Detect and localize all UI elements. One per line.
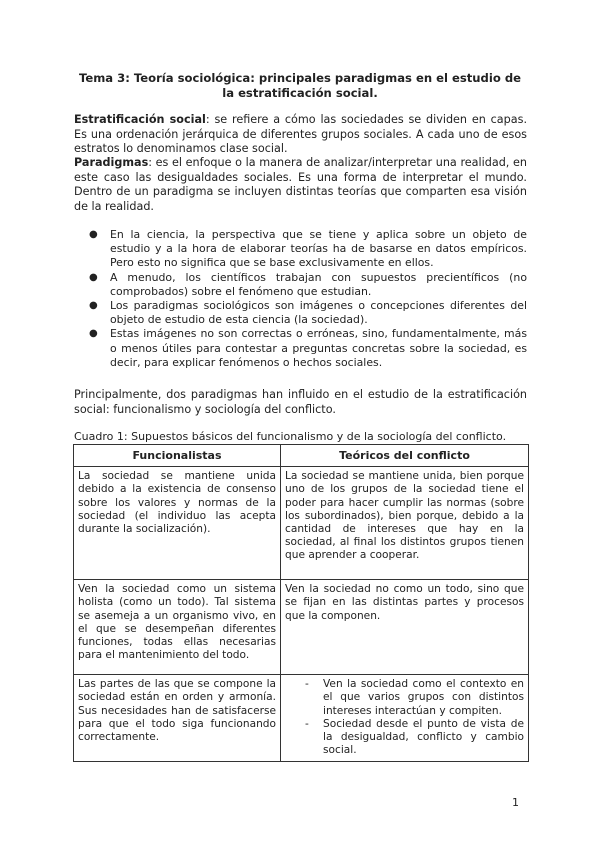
comparison-table [73, 444, 529, 762]
list-item: - Ven la sociedad como el contexto en el que varios grupos con distintos intereses interactúan y compiten. [305, 678, 524, 717]
bullet-item: ● Estas imágenes no son correctas o erróneas, sino, fundamentalmente, más o menos útiles para contestar a preguntas concretas sobre la sociedad, es decir, para explicar fenómenos o hechos sociales. [89, 327, 527, 369]
table-row [74, 675, 529, 762]
definition-term: Paradigmas [74, 156, 149, 169]
table-cell: Las partes de las que se compone la sociedad están en orden y armonía. Sus necesidades han de satisfacerse para que el todo siga funcionando correctamente. [74, 675, 281, 762]
list-item: - Sociedad desde el punto de vista de la desigualdad, conflicto y cambio social. [305, 717, 524, 757]
dash-list [285, 678, 524, 757]
intro-paragraph: Principalmente, dos paradigmas han influido en el estudio de la estratificación social: funcionalismo y sociología del conflicto. [74, 388, 527, 416]
table-cell: La sociedad se mantiene unida, bien porque uno de los grupos de la sociedad tiene el poder para hacer cumplir las normas (sobre los subordinados), bien porque, debido a la cantidad de intereses que hay en la sociedad, al final los distintos grupos tienen que aprender a cooperar. [281, 467, 529, 580]
bullet-icon: ● [89, 271, 98, 283]
table-header-row [74, 445, 529, 467]
table-cell: Ven la sociedad no como un todo, sino que se fijan en las distintas partes y procesos que la componen. [281, 580, 529, 675]
header-funcionalistas: Funcionalistas [74, 445, 281, 467]
definition-estratificacion [74, 113, 527, 157]
bullet-icon: ● [89, 328, 98, 340]
table-cell: La sociedad se mantiene unida debido a la existencia de consenso sobre los valores y normas de la sociedad (el individuo las acepta durante la socialización). [74, 467, 281, 580]
bullet-icon: ● [89, 300, 98, 312]
definition-paradigmas [74, 156, 527, 214]
table-cell [281, 675, 529, 762]
definition-term: Estratificación social [74, 113, 206, 126]
table-caption: Cuadro 1: Supuestos básicos del funcionalismo y de la sociología del conflicto. [74, 430, 507, 443]
page-number: 1 [512, 796, 519, 809]
header-conflicto: Teóricos del conflicto [281, 445, 529, 467]
definition-text: : es el enfoque o la manera de analizar/interpretar una realidad, en este caso las desigualdades sociales. Es una forma de interpretar el mundo. Dentro de un paradigma se incluyen distintas teorías que comparten esa visión de la realidad. [74, 156, 527, 213]
table-row [74, 467, 529, 580]
bullet-list [74, 228, 527, 370]
bullet-icon: ● [89, 229, 98, 240]
bullet-item: ● Los paradigmas sociológicos son imágenes o concepciones diferentes del objeto de estudio de esta ciencia (la sociedad). [89, 299, 527, 327]
table-row [74, 580, 529, 675]
definition-text: : se refiere a cómo las sociedades se dividen en capas. Es una ordenación jerárquica de diferentes grupos sociales. A cada uno de esos estratos lo denominamos clase social. [74, 113, 527, 155]
bullet-item: ● En la ciencia, la perspectiva que se tiene y aplica sobre un objeto de estudio y a la hora de elaborar teorías ha de basarse en datos empíricos. Pero esto no significa que se base exclusivamente en ellos. [89, 228, 527, 270]
bullet-item: ● A menudo, los científicos trabajan con supuestos precientíficos (no comprobados) sobre el fenómeno que estudian. [89, 270, 527, 298]
page-title: Tema 3: Teoría sociológica: principales paradigmas en el estudio de la estratificación social. [78, 71, 521, 100]
table-cell: Ven la sociedad como un sistema holista (como un todo). Tal sistema se asemeja a un organismo vivo, en el que se desempeñan diferentes funciones, todas ellas necesarias para el mantenimiento del todo. [74, 580, 281, 675]
